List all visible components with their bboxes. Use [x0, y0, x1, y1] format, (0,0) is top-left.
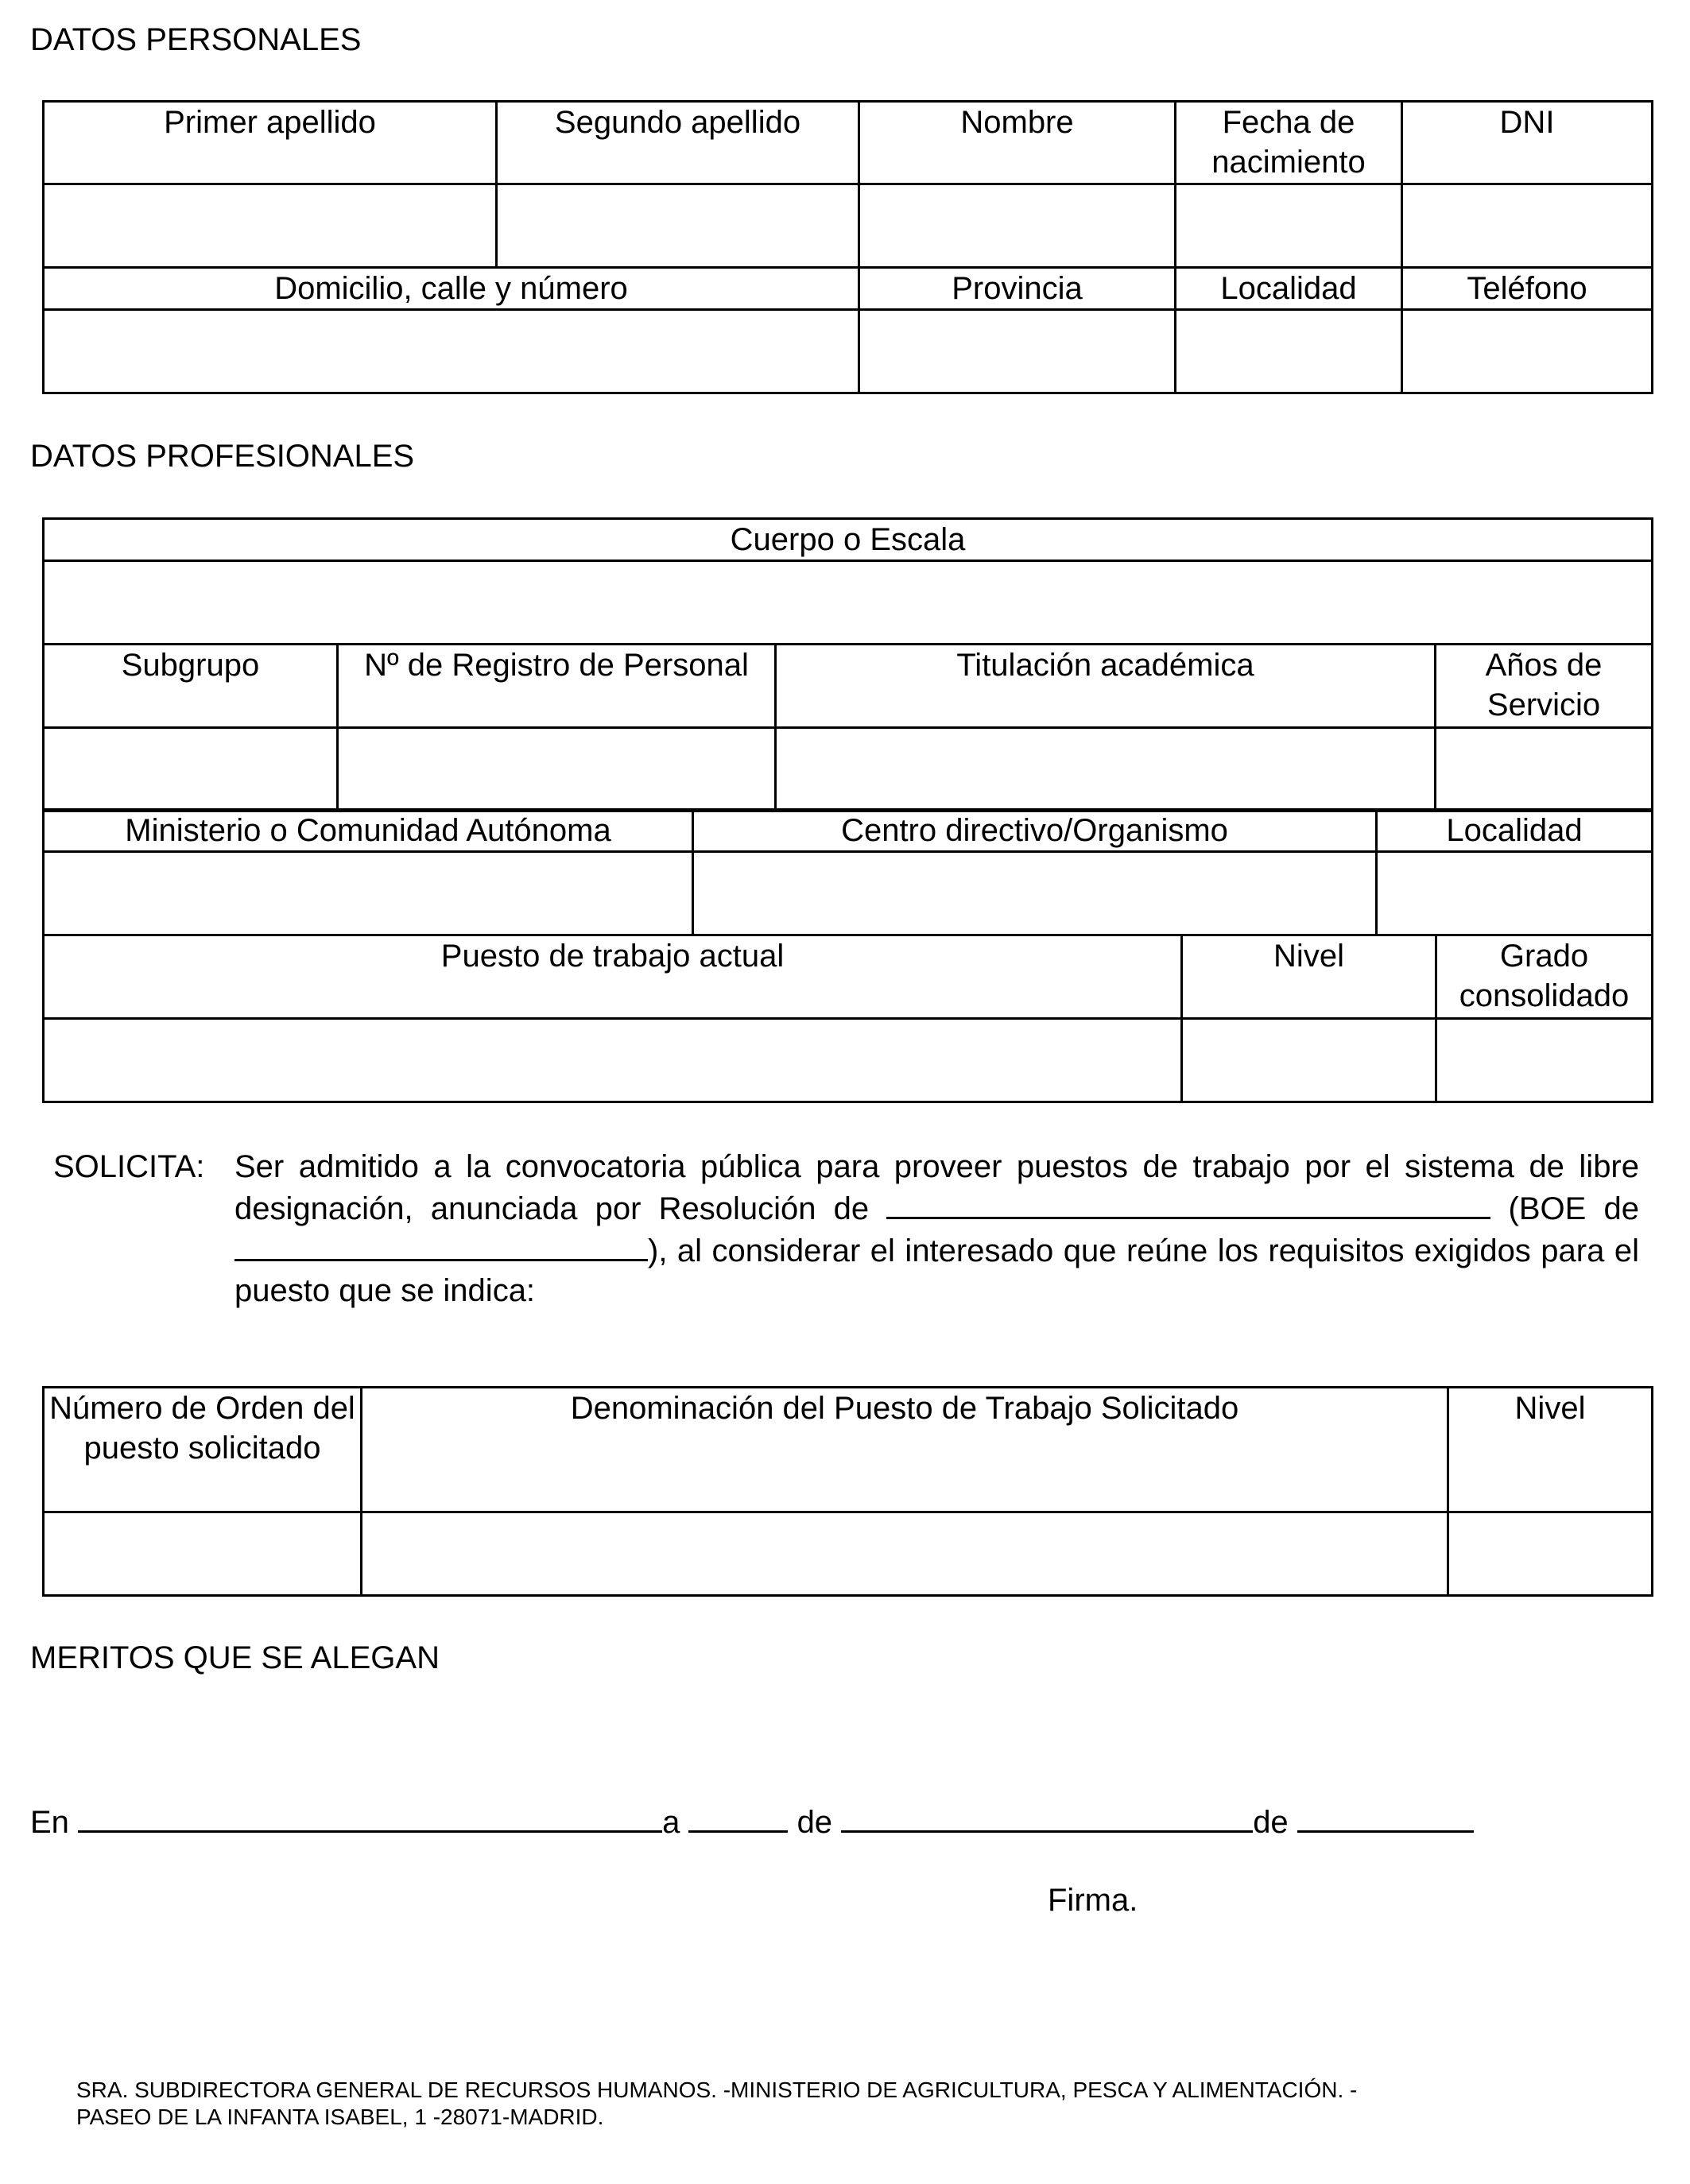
professional-table-1	[42, 517, 1653, 812]
solicita-text-1: Ser admitido a la convocatoria pública para proveer puestos de trabajo por el sistema de libre designación, anunciada por Resolución de	[235, 1149, 1639, 1226]
header-primer-apellido: Primer apellido	[44, 102, 497, 184]
header-telefono: Teléfono	[1402, 268, 1653, 310]
field-nivel[interactable]	[1182, 1019, 1436, 1102]
field-numero-orden[interactable]	[44, 1512, 362, 1596]
requested-post-table	[42, 1386, 1653, 1597]
firma-label: Firma.	[1048, 1883, 1138, 1918]
header-grado-consolidado: Grado consolidado	[1436, 935, 1653, 1019]
boe-blank[interactable]	[235, 1229, 648, 1261]
header-nivel: Nivel	[1182, 935, 1436, 1019]
header-numero-orden: Número de Orden del puesto solicitado	[44, 1388, 362, 1512]
field-dni[interactable]	[1402, 184, 1653, 268]
header-centro-directivo: Centro directivo/Organismo	[693, 810, 1377, 852]
personal-data-title: DATOS PERSONALES	[30, 22, 362, 57]
field-primer-apellido[interactable]	[44, 184, 497, 268]
a-label: a	[662, 1805, 680, 1840]
day-blank[interactable]	[688, 1800, 788, 1833]
header-segundo-apellido: Segundo apellido	[497, 102, 859, 184]
field-nombre[interactable]	[859, 184, 1176, 268]
field-nivel-solicitado[interactable]	[1448, 1512, 1653, 1596]
header-localidad: Localidad	[1176, 268, 1402, 310]
solicita-text-2: (BOE de	[1508, 1191, 1639, 1226]
place-blank[interactable]	[78, 1800, 662, 1833]
en-label: En	[30, 1805, 69, 1840]
footer-line-2: PASEO DE LA INFANTA ISABEL, 1 -28071-MADRID.	[76, 2105, 604, 2129]
header-cuerpo-escala: Cuerpo o Escala	[44, 519, 1653, 561]
de-label-2: de	[1253, 1805, 1289, 1840]
field-fecha-nacimiento[interactable]	[1176, 184, 1402, 268]
field-segundo-apellido[interactable]	[497, 184, 859, 268]
header-titulacion: Titulación académica	[776, 645, 1436, 728]
field-localidad-prof[interactable]	[1377, 852, 1653, 935]
header-provincia: Provincia	[859, 268, 1176, 310]
field-ministerio[interactable]	[44, 852, 693, 935]
resolucion-blank[interactable]	[886, 1187, 1490, 1219]
header-subgrupo: Subgrupo	[44, 645, 338, 728]
month-blank[interactable]	[841, 1800, 1253, 1833]
solicita-text-3: ), al considerar el interesado que reúne los requisitos exigidos para el puesto que se indica:	[235, 1233, 1639, 1308]
header-registro-personal: Nº de Registro de Personal	[338, 645, 776, 728]
field-localidad[interactable]	[1176, 310, 1402, 393]
field-provincia[interactable]	[859, 310, 1176, 393]
personal-data-table	[42, 100, 1653, 394]
header-nivel-solicitado: Nivel	[1448, 1388, 1653, 1512]
header-puesto-actual: Puesto de trabajo actual	[44, 935, 1182, 1019]
field-denominacion[interactable]	[362, 1512, 1448, 1596]
field-cuerpo-escala[interactable]	[44, 561, 1653, 645]
field-puesto-actual[interactable]	[44, 1019, 1182, 1102]
solicita-text	[235, 1147, 1639, 1311]
meritos-title: MERITOS QUE SE ALEGAN	[30, 1640, 440, 1675]
professional-table-2	[42, 808, 1653, 936]
header-domicilio: Domicilio, calle y número	[44, 268, 859, 310]
field-domicilio[interactable]	[44, 310, 859, 393]
header-nombre: Nombre	[859, 102, 1176, 184]
header-fecha-nacimiento: Fecha de nacimiento	[1176, 102, 1402, 184]
professional-data-title: DATOS PROFESIONALES	[30, 439, 415, 474]
field-telefono[interactable]	[1402, 310, 1653, 393]
footer-line-1: SRA. SUBDIRECTORA GENERAL DE RECURSOS HUMANOS. -MINISTERIO DE AGRICULTURA, PESCA Y ALIMENTACIÓN. -	[76, 2078, 1358, 2102]
field-grado-consolidado[interactable]	[1436, 1019, 1653, 1102]
header-anos-servicio: Años de Servicio	[1436, 645, 1653, 728]
field-subgrupo[interactable]	[44, 728, 338, 811]
solicita-label: SOLICITA:	[53, 1149, 205, 1184]
header-ministerio: Ministerio o Comunidad Autónoma	[44, 810, 693, 852]
field-titulacion[interactable]	[776, 728, 1436, 811]
field-anos-servicio[interactable]	[1436, 728, 1653, 811]
header-denominacion: Denominación del Puesto de Trabajo Solicitado	[362, 1388, 1448, 1512]
field-centro-directivo[interactable]	[693, 852, 1377, 935]
footer-address	[76, 2077, 1650, 2131]
header-dni: DNI	[1402, 102, 1653, 184]
field-registro-personal[interactable]	[338, 728, 776, 811]
place-date-line	[30, 1800, 1474, 1842]
de-label-1: de	[797, 1805, 833, 1840]
header-localidad-prof: Localidad	[1377, 810, 1653, 852]
year-blank[interactable]	[1297, 1800, 1474, 1833]
professional-table-3	[42, 934, 1653, 1103]
